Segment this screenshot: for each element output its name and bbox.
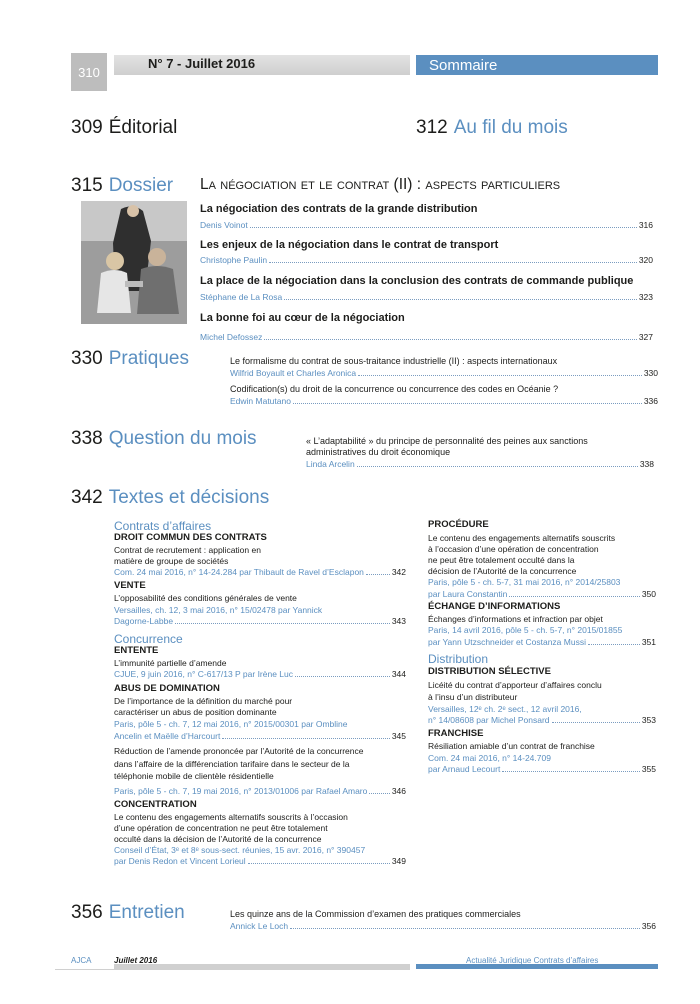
decision-ref: CJUE, 9 juin 2016, n° C-617/13 P par Irène Luc xyxy=(114,669,294,679)
author-name: Linda Arcelin xyxy=(306,459,355,469)
decision-title-line[interactable]: ne peut être totalement occulté dans la xyxy=(428,555,575,565)
decision-ref-row xyxy=(114,731,406,741)
dossier-photo xyxy=(81,201,187,324)
decision-title-line[interactable]: Échanges d’informations et infraction par objet xyxy=(428,614,603,624)
decision-ref: par Arnaud Lecourt xyxy=(428,764,501,774)
section-title: Entretien xyxy=(108,902,185,923)
category-heading: Concurrence xyxy=(114,632,183,646)
section-number: 330 xyxy=(71,348,103,369)
dossier-article-title[interactable]: Les enjeux de la négociation dans le contrat de transport xyxy=(200,239,499,251)
question-title-line[interactable]: « L’adaptabilité » du principe de personnalité des peines aux sanctions xyxy=(306,436,588,446)
section-title: Pratiques xyxy=(108,348,189,369)
decision-title-line[interactable]: dans l’affaire de la différenciation tarifaire dans le secteur de la xyxy=(114,759,350,769)
footer-rule xyxy=(55,969,410,970)
author-name: Annick Le Loch xyxy=(230,921,289,931)
category-heading: Distribution xyxy=(428,652,489,666)
page-ref: 323 xyxy=(638,292,653,302)
decision-title-line[interactable]: Licéité du contrat d’apporteur d’affaires conclu xyxy=(428,680,602,690)
leader-dots xyxy=(588,644,640,645)
subcategory-heading: PROCÉDURE xyxy=(428,519,489,530)
decision-ref-row xyxy=(114,616,406,626)
decision-ref-line: Versailles, ch. 12, 3 mai 2016, n° 15/02478 par Yannick xyxy=(114,605,323,615)
page-ref: 320 xyxy=(638,255,653,265)
decision-title-line[interactable]: d’une opération de concentration ne peut être totalement xyxy=(114,823,328,833)
leader-dots xyxy=(369,793,389,794)
dossier-article-title[interactable]: La négociation des contrats de la grande distribution xyxy=(200,203,478,215)
page-ref: 349 xyxy=(391,856,406,866)
decision-ref-line: Paris, 14 avril 2016, pôle 5 - ch. 5-7, n° 2015/01855 xyxy=(428,625,623,635)
decision-ref-row xyxy=(114,856,406,866)
author-name: Denis Voinot xyxy=(200,220,248,230)
leader-dots xyxy=(293,403,642,404)
leader-dots xyxy=(284,299,637,300)
page-ref: 351 xyxy=(641,637,656,647)
section-pratiques[interactable] xyxy=(71,348,189,370)
decision-title-line[interactable]: décision de l’Autorité de la concurrence xyxy=(428,566,577,576)
leader-dots xyxy=(502,771,640,772)
section-title: Textes et décisions xyxy=(108,487,270,508)
leader-dots xyxy=(509,596,639,597)
question-title-line[interactable]: administratives du droit économique xyxy=(306,447,451,457)
subcategory-heading: DISTRIBUTION SÉLECTIVE xyxy=(428,666,551,677)
author-name: Wilfrid Boyault et Charles Aronica xyxy=(230,368,357,378)
subcategory-heading: DROIT COMMUN DES CONTRATS xyxy=(114,532,267,543)
section-number: 312 xyxy=(416,117,448,138)
section-title: Dossier xyxy=(108,175,174,196)
pratiques-author-row xyxy=(230,368,658,378)
pratiques-article-title[interactable]: Le formalisme du contrat de sous-traitance industrielle (II) : aspects internationaux xyxy=(230,356,558,366)
leader-dots xyxy=(552,722,640,723)
decision-ref: Paris, pôle 5 - ch. 7, 19 mai 2016, n° 2013/01006 par Rafael Amaro xyxy=(114,786,368,796)
decision-ref-row xyxy=(428,637,656,647)
leader-dots xyxy=(358,375,642,376)
decision-title-line[interactable]: occulté dans la décision de l’Autorité de la concurrence xyxy=(114,834,322,844)
page-ref: 343 xyxy=(391,616,406,626)
subcategory-heading: ENTENTE xyxy=(114,645,159,656)
dossier-heading: La négociation et le contrat (II) : aspects particuliers xyxy=(200,176,561,193)
section-label: Sommaire xyxy=(416,55,658,75)
subcategory-heading: ABUS DE DOMINATION xyxy=(114,683,220,694)
decision-ref-row xyxy=(114,669,406,679)
decision-title-line[interactable]: téléphonie mobile de clientèle résidentielle xyxy=(114,771,274,781)
section-dossier[interactable] xyxy=(71,175,173,197)
pratiques-article-title[interactable]: Codification(s) du droit de la concurrence ou concurrence des codes en Océanie ? xyxy=(230,384,559,394)
pratiques-author-row xyxy=(230,396,658,406)
decision-title-line[interactable]: L’immunité partielle d’amende xyxy=(114,658,227,668)
author-name: Edwin Matutano xyxy=(230,396,291,406)
leader-dots xyxy=(248,863,390,864)
decision-title-line[interactable]: Résiliation amiable d’un contrat de franchise xyxy=(428,741,595,751)
page-ref: 330 xyxy=(643,368,658,378)
dossier-article-author-row xyxy=(200,255,653,265)
page-ref: 353 xyxy=(641,715,656,725)
decision-ref-line: Versailles, 12ᵉ ch. 2ᵉ sect., 12 avril 2016, xyxy=(428,704,582,714)
page-ref: 350 xyxy=(641,589,656,599)
section-title: Au fil du mois xyxy=(453,117,568,138)
page-ref: 356 xyxy=(641,921,656,931)
page-ref: 342 xyxy=(391,567,406,577)
section-number: 342 xyxy=(71,487,103,508)
decision-ref-row xyxy=(428,589,656,599)
section-number: 309 xyxy=(71,117,103,138)
page-number: 310 xyxy=(71,53,107,91)
page-ref: 344 xyxy=(391,669,406,679)
page-ref: 346 xyxy=(391,786,406,796)
decision-ref: par Denis Redon et Vincent Lorieul xyxy=(114,856,246,866)
section-textes[interactable] xyxy=(71,487,269,509)
section-title: Éditorial xyxy=(108,117,178,138)
decision-ref-line: Com. 24 mai 2016, n° 14-24.709 xyxy=(428,753,551,763)
page-ref: 316 xyxy=(638,220,653,230)
leader-dots xyxy=(290,928,640,929)
decision-title-line[interactable]: à l’insu d’un distributeur xyxy=(428,692,518,702)
decision-title-line[interactable]: Réduction de l’amende prononcée par l’Autorité de la concurrence xyxy=(114,746,364,756)
decision-ref-row xyxy=(114,567,406,577)
page-ref: 336 xyxy=(643,396,658,406)
decision-title-line[interactable]: caractériser un abus de position dominante xyxy=(114,707,277,717)
issue-label: N° 7 - Juillet 2016 xyxy=(148,56,256,71)
decision-title-line[interactable]: Le contenu des engagements alternatifs souscrits à l’occasion xyxy=(114,812,348,822)
leader-dots xyxy=(222,738,390,739)
dossier-article-title[interactable]: La place de la négociation dans la conclusion des contrats de commande publique xyxy=(200,275,634,287)
decision-ref: n° 14/08608 par Michel Ponsard xyxy=(428,715,550,725)
section-fil[interactable] xyxy=(416,117,568,139)
category-heading: Contrats d’affaires xyxy=(114,519,212,533)
decision-ref: Dagorne-Labbe xyxy=(114,616,174,626)
decision-ref: Com. 24 mai 2016, n° 14-24.284 par Thibault de Ravel d’Esclapon xyxy=(114,567,364,577)
decision-ref: par Laura Constantin xyxy=(428,589,508,599)
leader-dots xyxy=(366,574,390,575)
decision-title-line[interactable]: De l’importance de la définition du marché pour xyxy=(114,696,293,706)
footer-journal-name: Actualité Juridique Contrats d’affaires xyxy=(466,956,599,965)
dossier-article-author-row xyxy=(200,292,653,302)
leader-dots xyxy=(175,623,390,624)
decision-title-line[interactable]: L’opposabilité des conditions générales de vente xyxy=(114,593,297,603)
decision-ref-line: Conseil d’État, 3ᵉ et 8ᵉ sous-sect. réunies, 15 avr. 2016, n° 390457 xyxy=(114,845,366,855)
decision-title-line[interactable]: Contrat de recrutement : application en xyxy=(114,545,261,555)
decision-title-line[interactable]: à l’occasion d’une opération de concentration xyxy=(428,544,599,554)
author-name: Christophe Paulin xyxy=(200,255,268,265)
decision-ref-row xyxy=(428,715,656,725)
entretien-author-row xyxy=(230,921,656,931)
section-title: Question du mois xyxy=(108,428,257,449)
leader-dots xyxy=(264,339,636,340)
section-number: 315 xyxy=(71,175,103,196)
decision-ref-line: Paris, pôle 5 - ch. 5-7, 31 mai 2016, n° 2014/25803 xyxy=(428,577,621,587)
author-name: Michel Defossez xyxy=(200,332,263,342)
decision-title-line[interactable]: Le contenu des engagements alternatifs souscrits xyxy=(428,533,616,543)
subcategory-heading: ÉCHANGE D’INFORMATIONS xyxy=(428,601,561,612)
question-author-row xyxy=(306,459,654,469)
subcategory-heading: CONCENTRATION xyxy=(114,799,197,810)
decision-ref-row xyxy=(114,786,406,796)
section-entretien[interactable] xyxy=(71,902,185,924)
author-name: Stéphane de La Rosa xyxy=(200,292,283,302)
dossier-article-author-row xyxy=(200,220,653,230)
page-ref: 327 xyxy=(638,332,653,342)
section-number: 338 xyxy=(71,428,103,449)
subcategory-heading: FRANCHISE xyxy=(428,728,484,739)
leader-dots xyxy=(357,466,638,467)
leader-dots xyxy=(295,676,390,677)
leader-dots xyxy=(250,227,637,228)
decision-title-line[interactable]: matière de groupe de sociétés xyxy=(114,556,229,566)
page-ref: 345 xyxy=(391,731,406,741)
page-ref: 338 xyxy=(639,459,654,469)
section-question[interactable] xyxy=(71,428,257,450)
entretien-title[interactable]: Les quinze ans de la Commission d’examen des pratiques commerciales xyxy=(230,909,521,919)
section-editorial[interactable] xyxy=(71,117,177,139)
subcategory-heading: VENTE xyxy=(114,580,146,591)
decision-ref: Ancelin et Maëlle d’Harcourt xyxy=(114,731,221,741)
leader-dots xyxy=(269,262,637,263)
footer-issue-date: Juillet 2016 xyxy=(114,956,158,965)
dossier-article-author-row xyxy=(200,332,653,342)
section-number: 356 xyxy=(71,902,103,923)
decision-ref: par Yann Utzschneider et Costanza Mussi xyxy=(428,637,586,647)
footer-journal-abbrev: AJCA xyxy=(71,956,92,965)
page-ref: 355 xyxy=(641,764,656,774)
decision-ref-row xyxy=(428,764,656,774)
dossier-article-title[interactable]: La bonne foi au cœur de la négociation xyxy=(200,312,405,324)
decision-ref-line: Paris, pôle 5 - ch. 7, 12 mai 2016, n° 2015/00301 par Ombline xyxy=(114,719,348,729)
